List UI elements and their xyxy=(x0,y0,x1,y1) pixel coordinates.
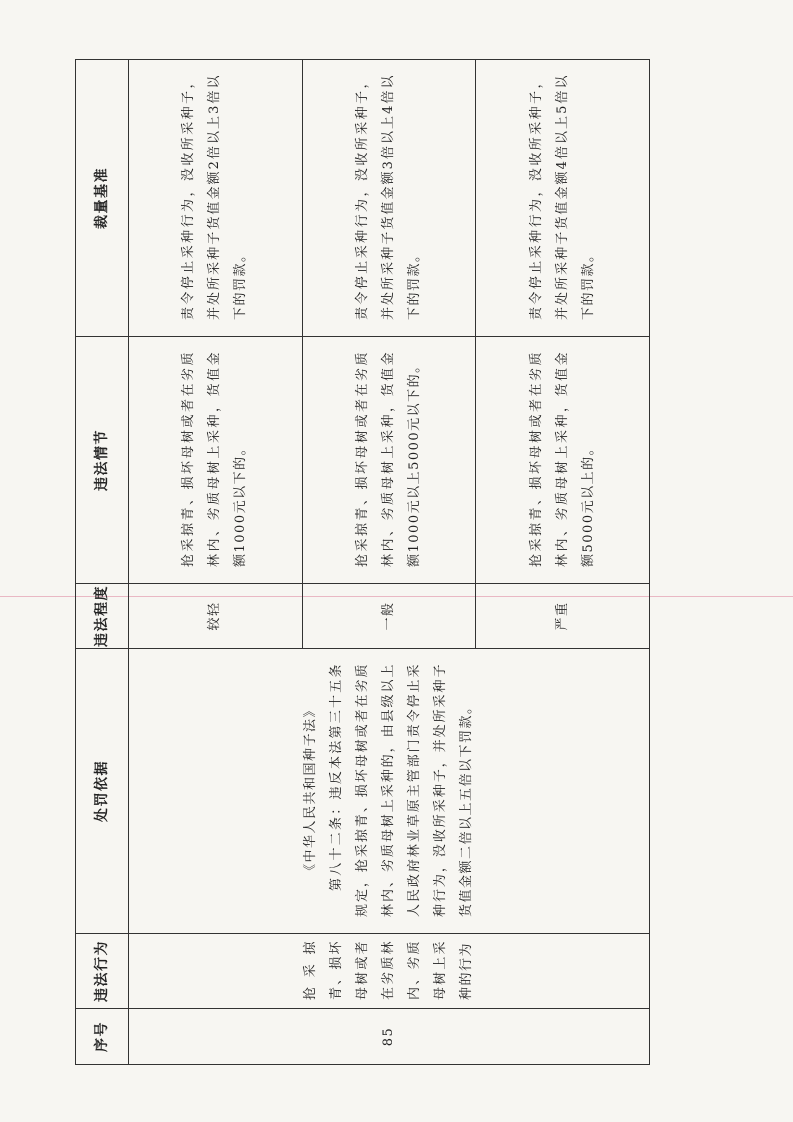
row-number: 85 xyxy=(129,1009,650,1065)
header-basis: 处罚依据 xyxy=(76,649,129,934)
standard-serious: 责令停止采种行为，没收所采种子，并处所采种子货值金额4倍以上5倍以下的罚款。 xyxy=(476,60,650,337)
degree-general: 一般 xyxy=(302,584,476,649)
basis-law-title: 《中华人民共和国种子法》 xyxy=(303,703,318,878)
table-header-row xyxy=(76,60,129,1065)
table-row xyxy=(129,60,303,1065)
standard-light: 责令停止采种行为，没收所采种子，并处所采种子货值金额2倍以上3倍以下的罚款。 xyxy=(129,60,303,337)
penalty-basis xyxy=(129,649,650,934)
header-situation: 违法情节 xyxy=(76,337,129,584)
basis-article: 第八十二条：违反本法第三十五条规定，抢采掠青、损坏母树或者在劣质林内、劣质母树上采种的，由县级以上人民政府林业草原主管部门责令停止采种行为，没收所采种子，并处所采种子货值金额二倍以上五倍以下罚款。 xyxy=(329,663,474,917)
degree-light: 较轻 xyxy=(129,584,303,649)
header-no: 序号 xyxy=(76,1009,129,1065)
violation-act: 抢采掠青、损坏母树或者在劣质林内、劣质母树上采种的行为 xyxy=(129,934,650,1009)
degree-serious: 严重 xyxy=(476,584,650,649)
penalty-discretion-table xyxy=(75,59,650,1065)
standard-general: 责令停止采种行为，没收所采种子，并处所采种子货值金额3倍以上4倍以下的罚款。 xyxy=(302,60,476,337)
header-act: 违法行为 xyxy=(76,934,129,1009)
situation-light: 抢采掠青、损坏母树或者在劣质林内、劣质母树上采种，货值金额1000元以下的。 xyxy=(129,337,303,584)
header-standard: 裁量基准 xyxy=(76,60,129,337)
situation-serious: 抢采掠青、损坏母树或者在劣质林内、劣质母树上采种，货值金额5000元以上的。 xyxy=(476,337,650,584)
situation-general: 抢采掠青、损坏母树或者在劣质林内、劣质母树上采种，货值金额1000元以上5000元以下的。 xyxy=(302,337,476,584)
rotated-table-container xyxy=(75,60,650,1065)
header-degree: 违法程度 xyxy=(76,584,129,649)
